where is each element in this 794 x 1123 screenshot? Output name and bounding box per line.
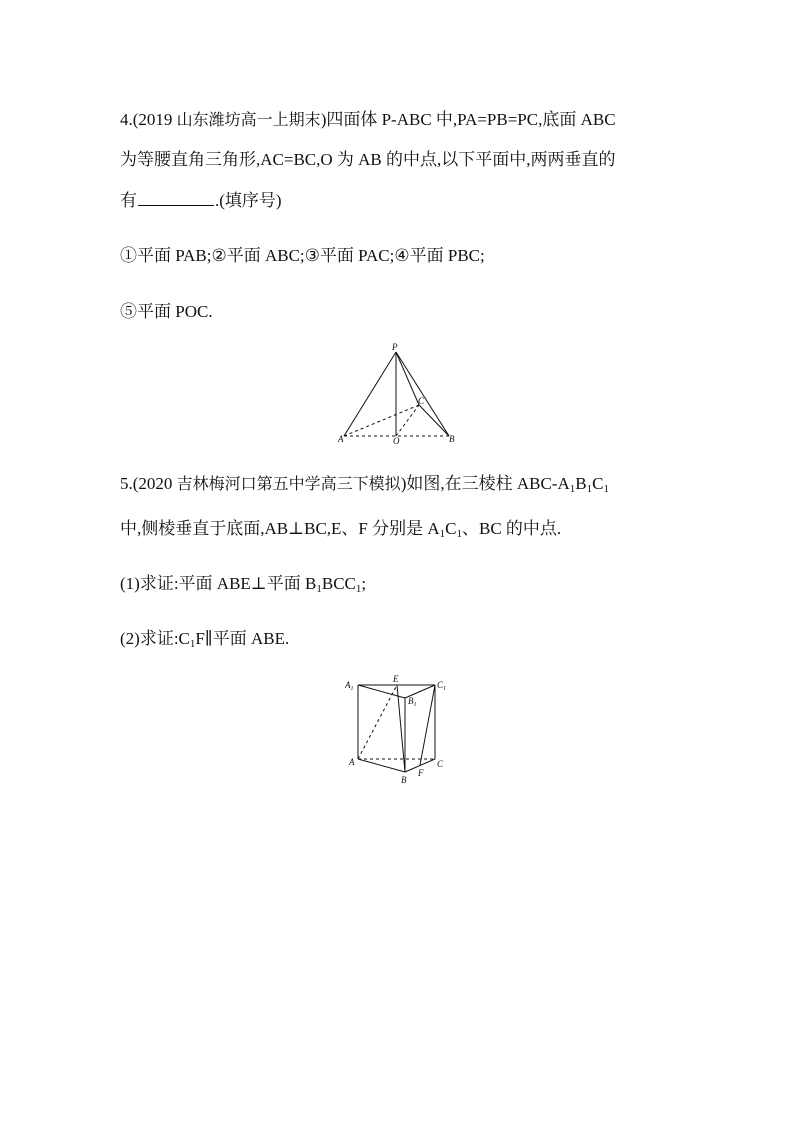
label-C: C bbox=[418, 396, 425, 406]
q4-line1-text: )四面体 P-ABC 中,PA=PB=PC,底面 ABC bbox=[320, 110, 616, 129]
q4-options-line2: ⑤平面 POC. bbox=[120, 302, 213, 321]
subscript: 1 bbox=[456, 528, 462, 540]
subscript: 1 bbox=[439, 528, 446, 540]
q5-part1-a: (1)求证:平面 ABE⊥平面 B bbox=[120, 574, 317, 593]
q4-line3-start: 有 bbox=[120, 191, 137, 210]
q5-part2-b: F∥平面 ABE. bbox=[195, 629, 290, 648]
edge-PC bbox=[396, 352, 419, 405]
edge-BC bbox=[419, 405, 449, 436]
label-B: B bbox=[401, 775, 407, 785]
q5-source: 吉林梅河口第五中学高三下模拟 bbox=[176, 474, 401, 493]
label-C1: $C_1$ bbox=[437, 680, 447, 692]
label-A: A bbox=[338, 434, 344, 444]
q4-source: 山东潍坊高一上期末 bbox=[176, 110, 321, 129]
q4-number: 4.(2019 bbox=[120, 110, 173, 129]
label-A1: $A_1$ bbox=[345, 680, 354, 692]
subscript: 1 bbox=[355, 583, 362, 595]
q5-part1 bbox=[120, 572, 366, 596]
q5-line1-c: C bbox=[592, 474, 604, 493]
q5-number: 5.(2020 bbox=[120, 474, 173, 493]
q5-line2-b: 、BC 的中点. bbox=[462, 519, 562, 538]
edge-AB bbox=[358, 759, 405, 772]
q4-line2: 为等腰直角三角形,AC=BC,O 为 AB 的中点,以下平面中,两两垂直的 bbox=[120, 150, 616, 169]
edge-PB bbox=[396, 352, 449, 436]
q4-line1 bbox=[120, 108, 616, 132]
subscript: 1 bbox=[316, 583, 322, 595]
subscript: 1 bbox=[569, 483, 576, 495]
q4-line3 bbox=[120, 189, 282, 213]
q5-line2-c: C bbox=[445, 519, 457, 538]
q5-part1-b: BCC bbox=[321, 574, 356, 593]
label-F: F bbox=[418, 768, 424, 778]
subscript: 1 bbox=[603, 483, 609, 495]
answer-blank[interactable] bbox=[138, 189, 214, 206]
label-A: A bbox=[349, 757, 355, 767]
subscript: 1 bbox=[586, 483, 593, 495]
label-B1: $B_1$ bbox=[408, 696, 417, 708]
tetrahedron-figure bbox=[330, 342, 470, 448]
q5-line2-a: 中,侧棱垂直于底面,AB⊥BC,E、F 分别是 A bbox=[120, 519, 440, 538]
edge-PA bbox=[344, 352, 396, 436]
prism-figure bbox=[340, 672, 460, 790]
q5-part2-a: (2)求证:C bbox=[120, 629, 190, 648]
q5-line1-text: )如图,在三棱柱 ABC-A bbox=[400, 474, 570, 493]
label-C: C bbox=[437, 759, 444, 769]
label-B: B bbox=[449, 434, 455, 444]
q5-part1-c: ; bbox=[361, 574, 367, 593]
q5-line2 bbox=[120, 517, 561, 541]
q5-line1-b: B bbox=[575, 474, 587, 493]
label-P: P bbox=[392, 342, 398, 352]
edge-C1F bbox=[420, 685, 435, 765]
q4-line3-end: .(填序号) bbox=[215, 191, 282, 210]
q4-options-line1: ①平面 PAB;②平面 ABC;③平面 PAC;④平面 PBC; bbox=[120, 246, 485, 265]
label-E: E bbox=[393, 674, 399, 684]
label-O: O bbox=[393, 436, 400, 446]
subscript: 1 bbox=[189, 638, 196, 650]
q5-line1 bbox=[120, 472, 609, 496]
q5-part2 bbox=[120, 627, 289, 651]
edge-AE bbox=[358, 685, 397, 759]
